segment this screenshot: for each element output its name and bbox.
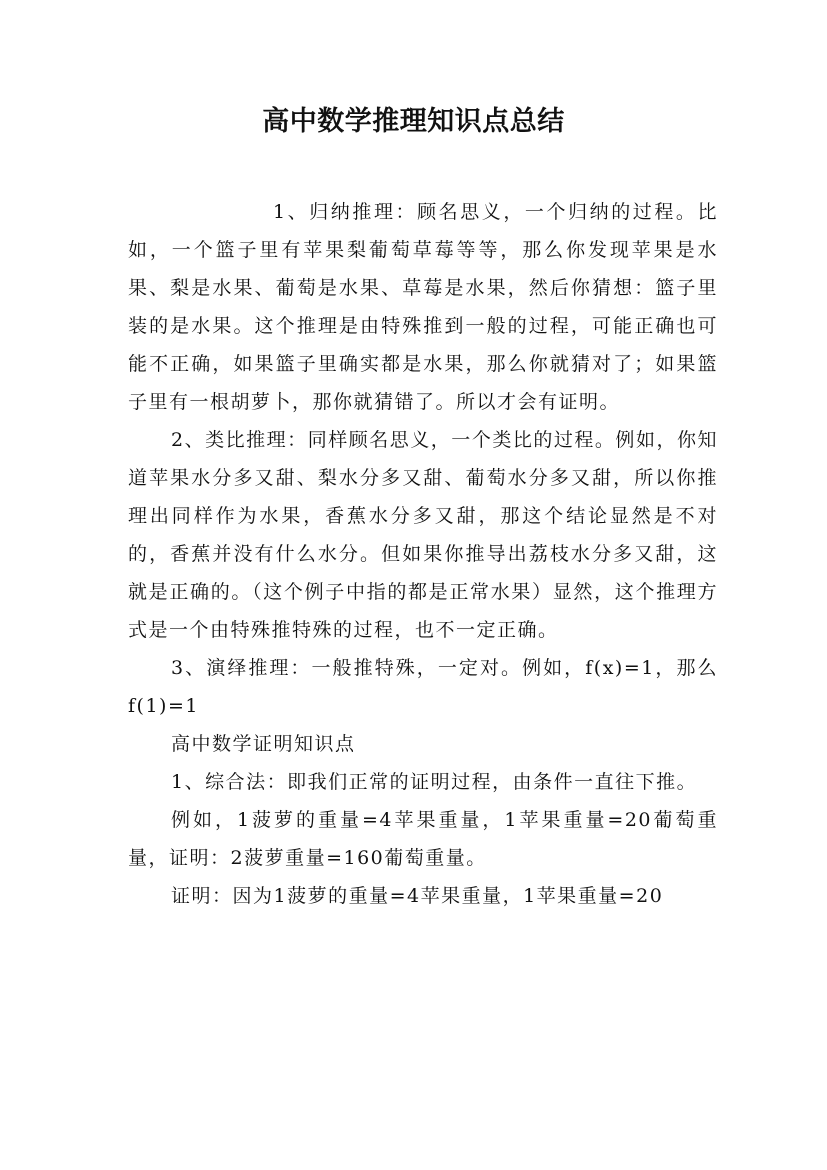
paragraph-analogical-reasoning: 2、类比推理：同样顾名思义，一个类比的过程。例如，你知道苹果水分多又甜、梨水分多又甜、葡萄水分多又甜，所以你推理出同样作为水果，香蕉水分多又甜，那这个结论显然是不对的，香蕉并没有什么水分。但如果你推导出荔枝水分多又甜，这就是正确的。（这个例子中指的都是正常水果）显然，这个推理方式是一个由特殊推特殊的过程，也不一定正确。 <box>128 429 718 641</box>
document-title: 高中数学推理知识点总结 <box>262 106 565 137</box>
paragraph-deductive-reasoning: 3、演绎推理：一般推特殊，一定对。例如，f(x)=1，那么f(1)=1 <box>128 657 718 717</box>
paragraph-synthetic-method: 1、综合法：即我们正常的证明过程，由条件一直往下推。 <box>171 771 698 793</box>
section-heading-proof: 高中数学证明知识点 <box>171 733 356 755</box>
document-body <box>128 193 718 915</box>
paragraph-proof: 证明：因为1菠萝的重量=4苹果重量，1苹果重量=20 <box>171 885 664 907</box>
paragraph-example: 例如，1菠萝的重量=4苹果重量，1苹果重量=20葡萄重量，证明：2菠萝重量=160葡萄重量。 <box>128 809 718 869</box>
paragraph-inductive-reasoning: 1、归纳推理：顾名思义，一个归纳的过程。比如，一个篮子里有苹果梨葡萄草莓等等，那么你发现苹果是水果、梨是水果、葡萄是水果、草莓是水果，然后你猜想：篮子里装的是水果。这个推理是由特殊推到一般的过程，可能正确也可能不正确，如果篮子里确实都是水果，那么你就猜对了；如果篮子里有一根胡萝卜，那你就猜错了。所以才会有证明。 <box>128 201 718 413</box>
